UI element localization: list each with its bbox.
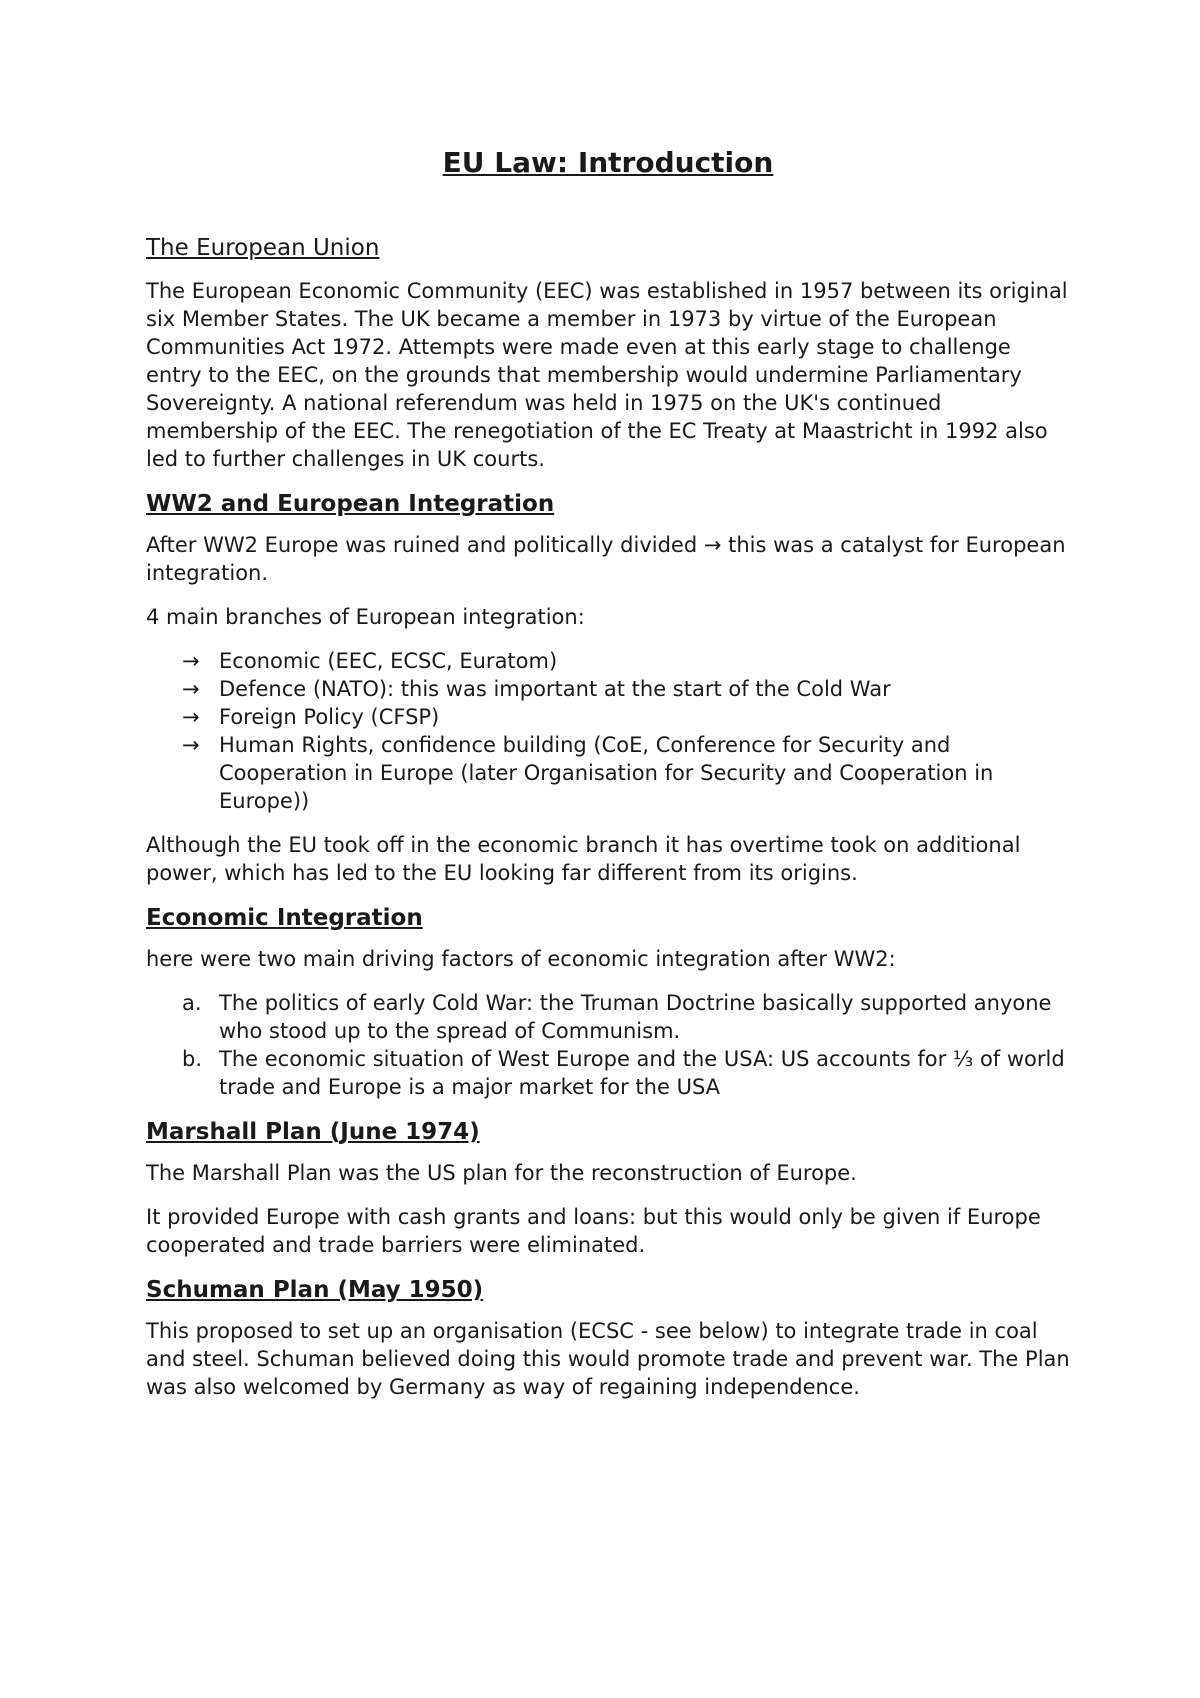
list-item-text: Economic (EEC, ECSC, Euratom) (219, 649, 558, 673)
branches-list (146, 647, 1070, 815)
arrow-bullet-icon: → (182, 733, 200, 757)
section-ww2-integration (146, 489, 1070, 887)
paragraph-four-branches: 4 main branches of European integration: (146, 605, 585, 629)
paragraph-ww2-catalyst: After WW2 Europe was ruined and politically divided → this was a catalyst for European integration. (146, 533, 1066, 585)
list-item-text: Defence (NATO): this was important at the start of the Cold War (219, 677, 891, 701)
arrow-bullet-icon: → (182, 649, 200, 673)
section-schuman-plan (146, 1275, 1070, 1401)
list-item (146, 731, 1070, 815)
list-item (146, 703, 1070, 731)
list-marker: b. (182, 1047, 203, 1071)
document-title: EU Law: Introduction (442, 146, 774, 179)
list-item (146, 989, 1070, 1045)
paragraph-driving-factors: here were two main driving factors of economic integration after WW2: (146, 947, 896, 971)
arrow-bullet-icon: → (182, 677, 200, 701)
list-item-text: The economic situation of West Europe and the USA: US accounts for ⅓ of world trade and Europe is a major market for the USA (219, 1047, 1065, 1099)
paragraph-marshall-definition: The Marshall Plan was the US plan for the reconstruction of Europe. (146, 1161, 857, 1185)
heading-ww2-integration: WW2 and European Integration (146, 491, 555, 517)
paragraph-schuman-proposal: This proposed to set up an organisation (ECSC - see below) to integrate trade in coal and steel. Schuman believed doing this would promote trade and prevent war. The Plan was also welcomed by Germany as way of regaining independence. (146, 1319, 1070, 1399)
heading-marshall-plan: Marshall Plan (June 1974) (146, 1119, 480, 1145)
list-item-text: Foreign Policy (CFSP) (219, 705, 440, 729)
list-marker: a. (182, 991, 202, 1015)
list-item (146, 1045, 1070, 1101)
list-item-text: Human Rights, confidence building (CoE, Conference for Security and Cooperation in Europe (later Organisation for Security and Cooperation in Europe)) (219, 733, 994, 813)
list-item (146, 675, 1070, 703)
section-european-union (146, 233, 1070, 473)
driving-factors-list (146, 989, 1070, 1101)
paragraph-eec-history: The European Economic Community (EEC) was established in 1957 between its original six Member States. The UK became a member in 1973 by virtue of the European Communities Act 1972. Attempts were made even at this early stage to challenge entry to the EEC, on the grounds that membership would undermine Parliamentary Sovereignty. A national referendum was held in 1975 on the UK's continued membership of the EEC. The renegotiation of the EC Treaty at Maastricht in 1992 also led to further challenges in UK courts. (146, 279, 1068, 471)
section-marshall-plan (146, 1117, 1070, 1259)
heading-schuman-plan: Schuman Plan (May 1950) (146, 1277, 484, 1303)
heading-economic-integration: Economic Integration (146, 905, 423, 931)
paragraph-eu-economic-branch: Although the EU took off in the economic branch it has overtime took on additional power, which has led to the EU looking far different from its origins. (146, 833, 1021, 885)
section-economic-integration (146, 903, 1070, 1101)
paragraph-marshall-conditions: It provided Europe with cash grants and loans: but this would only be given if Europe cooperated and trade barriers were eliminated. (146, 1205, 1041, 1257)
heading-european-union: The European Union (146, 235, 380, 261)
list-item-text: The politics of early Cold War: the Truman Doctrine basically supported anyone who stood up to the spread of Communism. (219, 991, 1052, 1043)
arrow-bullet-icon: → (182, 705, 200, 729)
list-item (146, 647, 1070, 675)
